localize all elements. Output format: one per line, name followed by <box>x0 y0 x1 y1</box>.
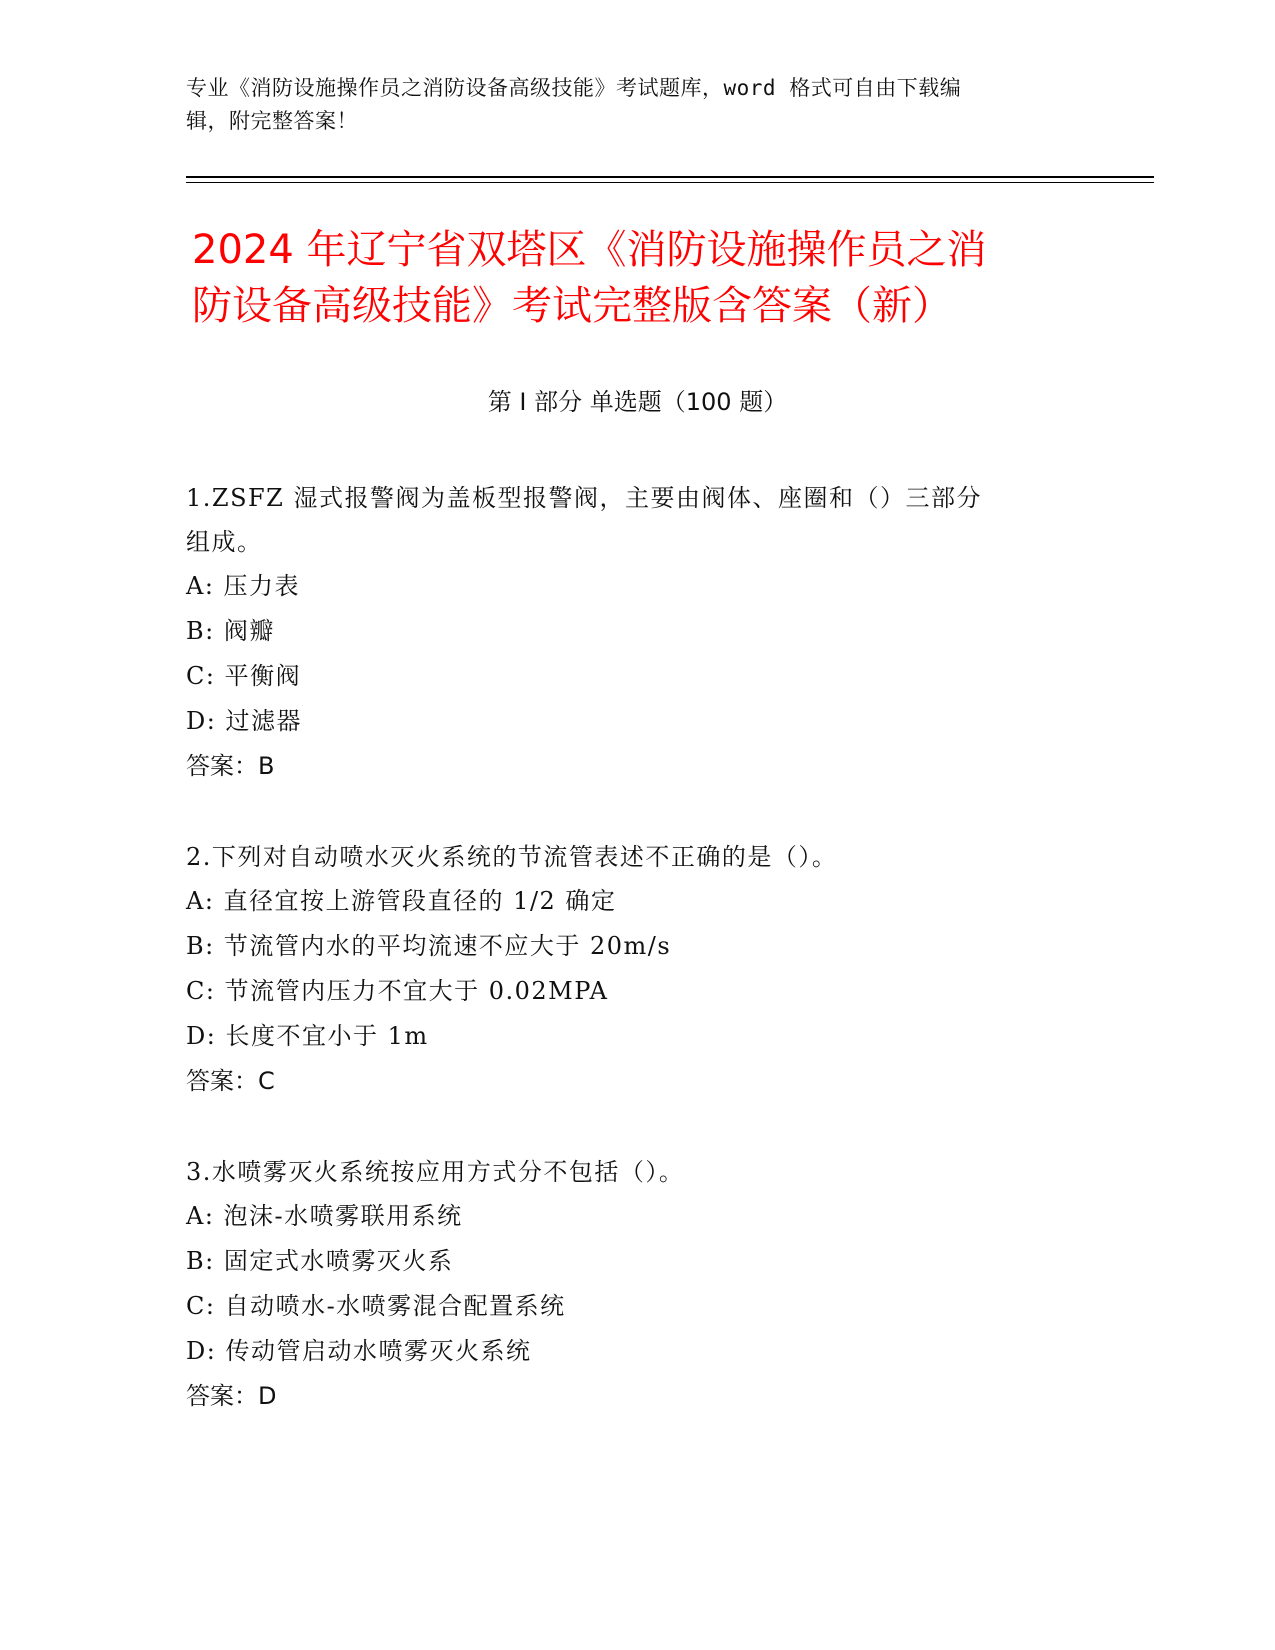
document-title <box>192 222 1092 334</box>
option-c: C: 平衡阀 <box>186 662 302 690</box>
question-2 <box>186 835 1086 1103</box>
answer: 答案：B <box>186 752 275 780</box>
option-a: A: 泡沫-水喷雾联用系统 <box>186 1202 463 1230</box>
option-b: B: 节流管内水的平均流速不应大于 20m/s <box>186 932 672 960</box>
option-a: A: 压力表 <box>186 572 301 600</box>
option-b: B: 阀瓣 <box>186 617 275 645</box>
question-stem-line-2: 组成。 <box>186 528 263 556</box>
question-stem: 2.下列对自动喷水灭火系统的节流管表述不正确的是（）。 <box>186 843 838 871</box>
answer: 答案：D <box>186 1382 277 1410</box>
header-note <box>186 72 1066 138</box>
option-c: C: 自动喷水-水喷雾混合配置系统 <box>186 1292 566 1320</box>
header-divider-thick <box>186 176 1154 178</box>
header-note-line-2: 辑，附完整答案！ <box>186 109 358 133</box>
header-note-line-1: 专业《消防设施操作员之消防设备高级技能》考试题库，word 格式可自由下载编 <box>186 76 962 100</box>
question-stem <box>186 476 1086 564</box>
part-heading: 第 I 部分 单选题（100 题） <box>487 388 788 416</box>
option-b: B: 固定式水喷雾灭火系 <box>186 1247 454 1275</box>
option-d: D: 长度不宜小于 1m <box>186 1022 429 1050</box>
option-c: C: 节流管内压力不宜大于 0.02MPA <box>186 977 609 1005</box>
question-stem-line-1: 1.ZSFZ 湿式报警阀为盖板型报警阀，主要由阀体、座圈和（）三部分 <box>186 484 982 512</box>
question-list <box>186 476 1086 1465</box>
answer: 答案：C <box>186 1067 275 1095</box>
option-d: D: 过滤器 <box>186 707 302 735</box>
document-title-line-2: 防设备高级技能》考试完整版含答案（新） <box>192 283 952 329</box>
question-stem: 3.水喷雾灭火系统按应用方式分不包括（）。 <box>186 1158 685 1186</box>
option-a: A: 直径宜按上游管段直径的 1/2 确定 <box>186 887 617 915</box>
header-divider-thin <box>186 182 1154 183</box>
option-d: D: 传动管启动水喷雾灭火系统 <box>186 1337 532 1365</box>
question-1 <box>186 476 1086 788</box>
question-3 <box>186 1150 1086 1418</box>
document-title-line-1: 2024 年辽宁省双塔区《消防设施操作员之消 <box>192 227 987 273</box>
